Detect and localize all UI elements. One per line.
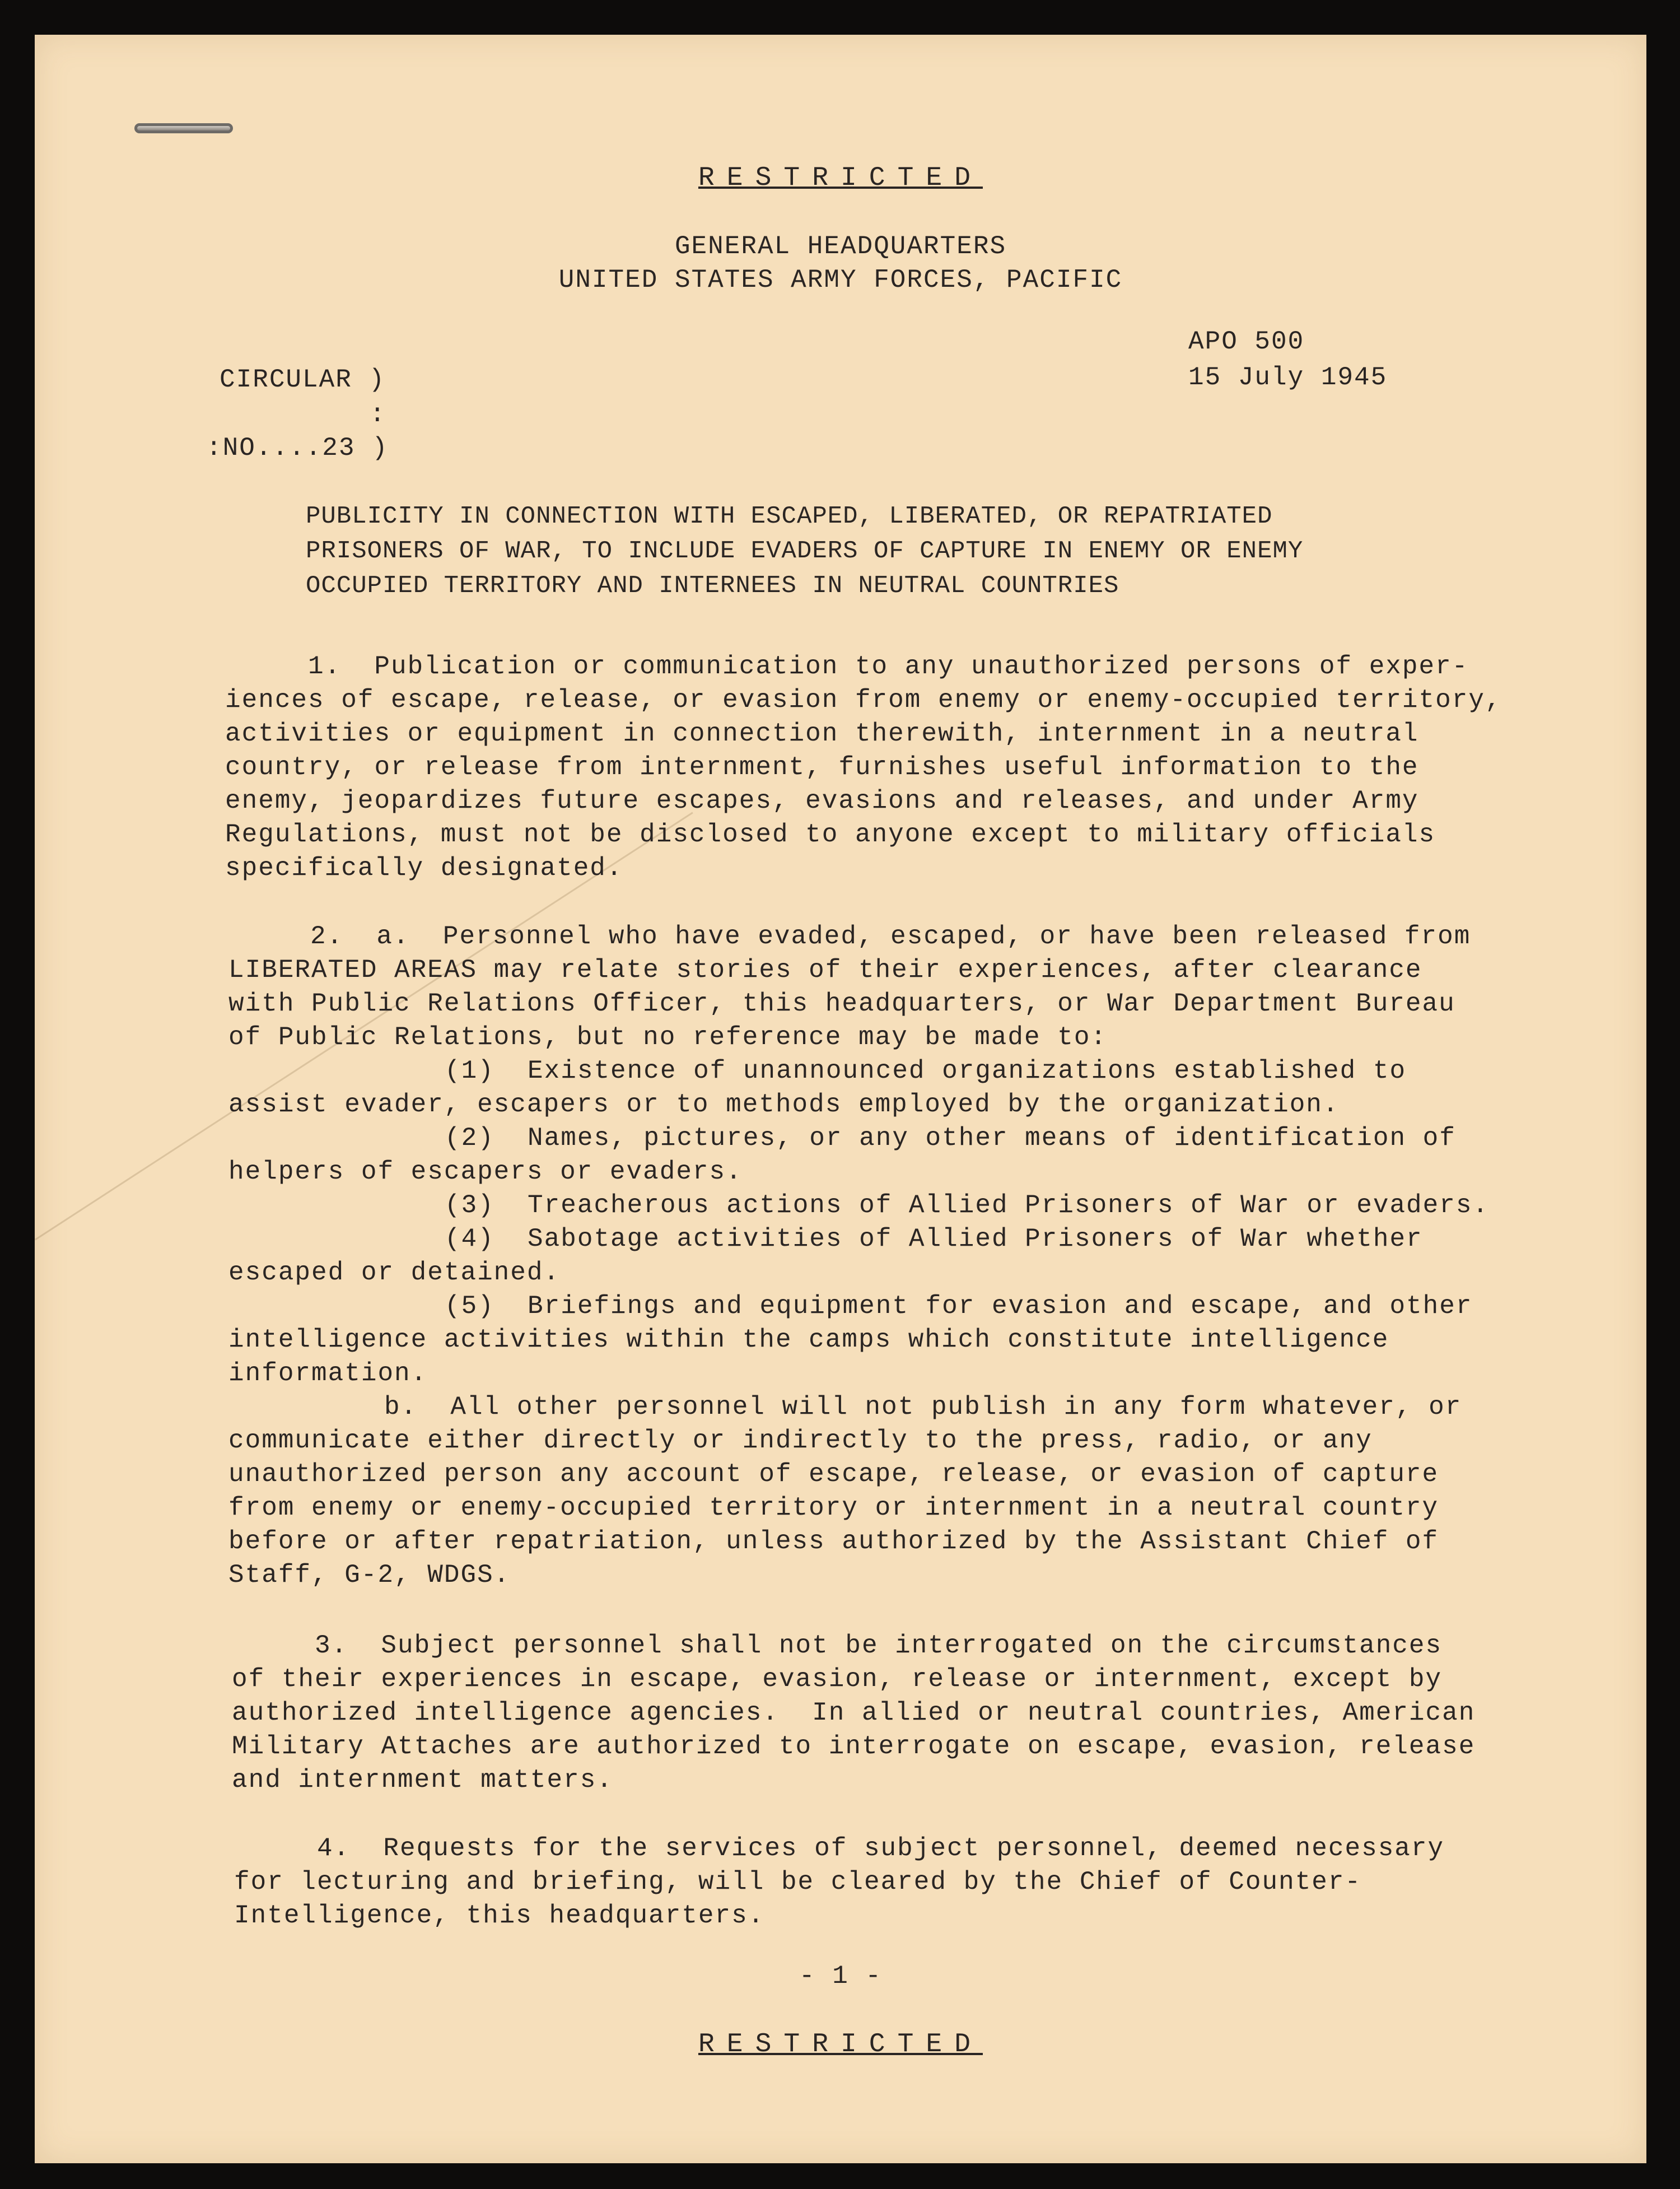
paragraph-1-line: specifically designated. [225, 854, 623, 883]
title-line: OCCUPIED TERRITORY AND INTERNEES IN NEUTRAL COUNTRIES [306, 572, 1119, 600]
paragraph-2-line: before or after repatriation, unless authorized by the Assistant Chief of [228, 1527, 1439, 1556]
paragraph-1-line: Regulations, must not be disclosed to anyone except to military officials [225, 820, 1436, 849]
paragraph-3-line: 3. Subject personnel shall not be interrogated on the circumstances [315, 1631, 1443, 1660]
paragraph-2-item: (5) Briefings and equipment for evasion and escape, and other [445, 1292, 1473, 1321]
paragraph-2-item: (2) Names, pictures, or any other means of identification of [445, 1124, 1456, 1153]
paragraph-1-line: activities or equipment in connection therewith, internment in a neutral [225, 719, 1419, 748]
paragraph-2-line: escaped or detained. [228, 1258, 561, 1287]
paragraph-2-line: 2. a. Personnel who have evaded, escaped, or have been released from [310, 922, 1471, 951]
paragraph-2-line: LIBERATED AREAS may relate stories of their experiences, after clearance [228, 956, 1422, 985]
paragraph-2-line: from enemy or enemy-occupied territory or internment in a neutral country [228, 1493, 1439, 1522]
paragraph-2-line: information. [228, 1359, 428, 1388]
classification-footer: RESTRICTED [698, 2029, 983, 2060]
paragraph-4-line: for lecturing and briefing, will be cleared by the Chief of Counter- [234, 1867, 1362, 1897]
paragraph-2-item: (1) Existence of unannounced organizations established to [445, 1056, 1407, 1086]
paragraph-4-line: Intelligence, this headquarters. [234, 1901, 765, 1930]
circular-label: CIRCULAR ) [220, 365, 386, 394]
paragraph-2-line: unauthorized person any account of escape, release, or evasion of capture [228, 1460, 1439, 1489]
paragraph-2-item: (3) Treacherous actions of Allied Prisoners of War or evaders. [445, 1191, 1490, 1220]
staple [134, 123, 233, 133]
title-line: PRISONERS OF WAR, TO INCLUDE EVADERS OF CAPTURE IN ENEMY OR ENEMY [306, 537, 1304, 565]
document-date: 15 July 1945 [1188, 363, 1388, 392]
paragraph-2-line: with Public Relations Officer, this headquarters, or War Department Bureau [228, 989, 1455, 1018]
paragraph-2-line: Staff, G-2, WDGS. [228, 1561, 511, 1590]
paragraph-1-line: country, or release from internment, furnishes useful information to the [225, 753, 1419, 782]
org-line-2: UNITED STATES ARMY FORCES, PACIFIC [558, 266, 1123, 295]
paragraph-3-line: of their experiences in escape, evasion, release or internment, except by [232, 1665, 1443, 1694]
document-page [35, 35, 1646, 2163]
circular-colon: : [370, 400, 386, 429]
paragraph-3-line: Military Attaches are authorized to interrogate on escape, evasion, release [232, 1732, 1476, 1761]
paragraph-2-line: communicate either directly or indirectly to the press, radio, or any [228, 1426, 1373, 1455]
circular-number: :NO....23 ) [206, 434, 389, 463]
paragraph-4-line: 4. Requests for the services of subject personnel, deemed necessary [317, 1834, 1445, 1863]
apo-number: APO 500 [1188, 327, 1305, 356]
paragraph-2-line: intelligence activities within the camps which constitute intelligence [228, 1325, 1389, 1354]
classification-header: RESTRICTED [698, 163, 983, 193]
paragraph-2-item: (4) Sabotage activities of Allied Prisoners of War whether [445, 1224, 1423, 1254]
paragraph-2b-line: b. All other personnel will not publish in any form whatever, or [384, 1392, 1462, 1422]
paragraph-1-line: iences of escape, release, or evasion from enemy or enemy-occupied territory, [225, 686, 1502, 715]
org-line-1: GENERAL HEADQUARTERS [674, 232, 1007, 261]
paragraph-3-line: authorized intelligence agencies. In allied or neutral countries, American [232, 1698, 1476, 1727]
paragraph-3-line: and internment matters. [232, 1766, 613, 1795]
paragraph-1-line: 1. Publication or communication to any unauthorized persons of exper- [308, 652, 1469, 681]
title-line: PUBLICITY IN CONNECTION WITH ESCAPED, LIBERATED, OR REPATRIATED [306, 502, 1273, 530]
paragraph-1-line: enemy, jeopardizes future escapes, evasions and releases, and under Army [225, 786, 1419, 816]
page-number: - 1 - [799, 1962, 883, 1991]
paragraph-2-line: helpers of escapers or evaders. [228, 1157, 743, 1186]
paragraph-2-line: of Public Relations, but no reference may be made to: [228, 1023, 1108, 1052]
paragraph-2-line: assist evader, escapers or to methods employed by the organization. [228, 1090, 1340, 1119]
